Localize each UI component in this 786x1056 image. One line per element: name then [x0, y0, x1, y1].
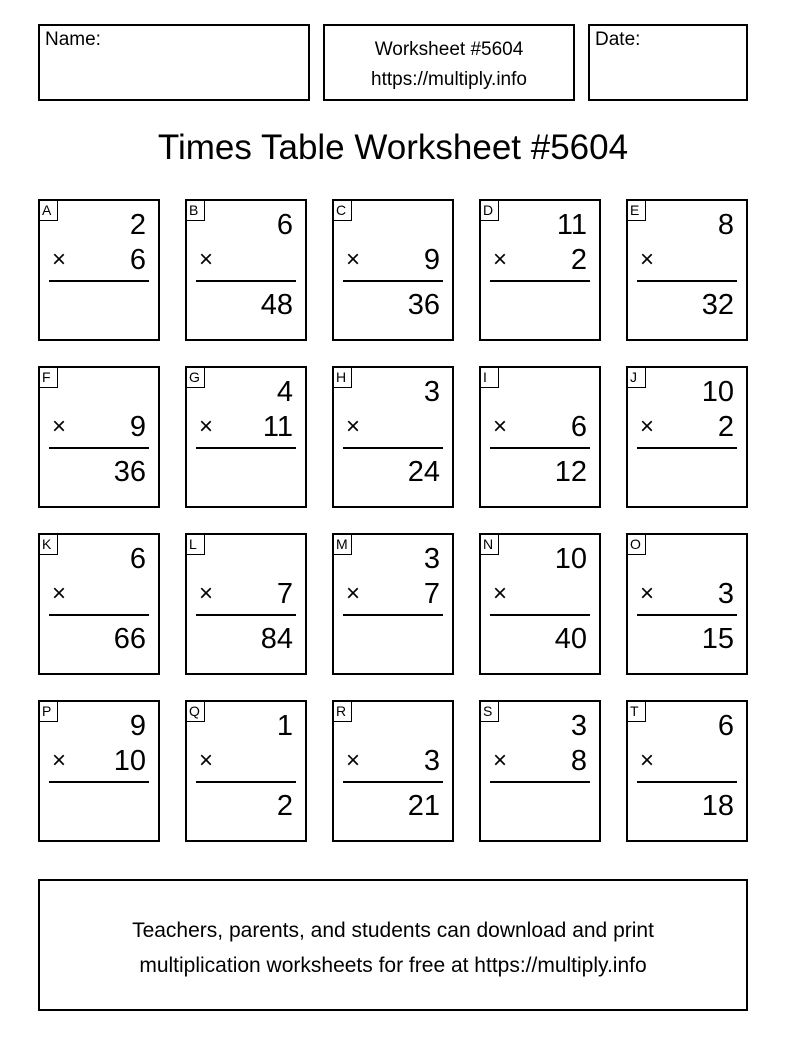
footer-line-1: Teachers, parents, and students can download and print — [132, 919, 654, 942]
problem-letter: B — [187, 201, 205, 221]
multiply-sign: × — [493, 246, 508, 273]
answer-line — [490, 614, 590, 616]
problem-top-number: 11 — [556, 209, 587, 241]
problem-card-g — [185, 366, 307, 508]
problem-top-number: 6 — [717, 710, 734, 742]
answer-line — [637, 280, 737, 282]
name-field-box — [38, 24, 310, 101]
problem-card-b — [185, 199, 307, 341]
name-label: Name: — [45, 29, 101, 50]
problem-card-d — [479, 199, 601, 341]
answer-line — [196, 280, 296, 282]
problem-letter: P — [40, 702, 58, 722]
answer-line — [196, 447, 296, 449]
answer-line — [196, 781, 296, 783]
problem-letter: R — [334, 702, 352, 722]
answer-line — [637, 447, 737, 449]
problem-bottom-number: 11 — [262, 411, 293, 443]
problem-answer: 18 — [701, 790, 734, 822]
problem-answer: 12 — [554, 456, 587, 488]
problem-card-i — [479, 366, 601, 508]
problem-top-number: 10 — [554, 543, 587, 575]
problem-letter: J — [628, 368, 646, 388]
problem-answer: 36 — [407, 289, 440, 321]
problem-card-h — [332, 366, 454, 508]
problem-bottom-number: 7 — [423, 578, 440, 610]
problem-bottom-number: 2 — [570, 244, 587, 276]
problem-letter: T — [628, 702, 646, 722]
answer-line — [490, 280, 590, 282]
answer-line — [343, 280, 443, 282]
problem-card-f — [38, 366, 160, 508]
problem-letter: H — [334, 368, 352, 388]
problem-top-number: 6 — [129, 543, 146, 575]
multiply-sign: × — [346, 580, 361, 607]
multiply-sign: × — [493, 747, 508, 774]
worksheet-id-box — [323, 24, 575, 101]
problem-letter: S — [481, 702, 499, 722]
problem-card-o — [626, 533, 748, 675]
date-label: Date: — [595, 29, 641, 50]
problem-letter: N — [481, 535, 499, 555]
problem-card-j — [626, 366, 748, 508]
multiply-sign: × — [52, 580, 67, 607]
answer-line — [49, 614, 149, 616]
multiply-sign: × — [346, 747, 361, 774]
problem-card-t — [626, 700, 748, 842]
multiply-sign: × — [640, 413, 655, 440]
multiply-sign: × — [199, 580, 214, 607]
answer-line — [343, 781, 443, 783]
problem-answer: 15 — [701, 623, 734, 655]
problem-top-number: 2 — [129, 209, 146, 241]
problem-top-number: 1 — [276, 710, 293, 742]
page-title: Times Table Worksheet #5604 — [157, 128, 629, 167]
problem-bottom-number: 10 — [113, 745, 146, 777]
problem-card-p — [38, 700, 160, 842]
answer-line — [637, 781, 737, 783]
problem-answer: 24 — [407, 456, 440, 488]
answer-line — [343, 447, 443, 449]
problem-top-number: 3 — [423, 543, 440, 575]
problem-bottom-number: 7 — [276, 578, 293, 610]
multiply-sign: × — [199, 246, 214, 273]
problem-card-m — [332, 533, 454, 675]
problem-card-k — [38, 533, 160, 675]
problem-top-number: 9 — [129, 710, 146, 742]
multiply-sign: × — [52, 246, 67, 273]
problem-answer: 36 — [113, 456, 146, 488]
problem-letter: A — [40, 201, 58, 221]
multiply-sign: × — [346, 413, 361, 440]
multiply-sign: × — [493, 413, 508, 440]
answer-line — [490, 447, 590, 449]
problem-letter: C — [334, 201, 352, 221]
multiply-sign: × — [640, 246, 655, 273]
problem-letter: D — [481, 201, 499, 221]
multiply-sign: × — [52, 413, 67, 440]
multiply-sign: × — [199, 413, 214, 440]
answer-line — [196, 614, 296, 616]
problem-card-s — [479, 700, 601, 842]
problem-letter: O — [628, 535, 646, 555]
problem-bottom-number: 6 — [129, 244, 146, 276]
answer-line — [49, 280, 149, 282]
problem-bottom-number: 8 — [570, 745, 587, 777]
problem-answer: 48 — [260, 289, 293, 321]
answer-line — [637, 614, 737, 616]
problem-letter: G — [187, 368, 205, 388]
problem-bottom-number: 6 — [570, 411, 587, 443]
problem-card-c — [332, 199, 454, 341]
problem-answer: 66 — [113, 623, 146, 655]
problem-top-number: 6 — [276, 209, 293, 241]
problem-top-number: 3 — [423, 376, 440, 408]
problem-card-n — [479, 533, 601, 675]
problem-card-q — [185, 700, 307, 842]
answer-line — [49, 781, 149, 783]
problem-bottom-number: 9 — [423, 244, 440, 276]
problem-answer: 21 — [407, 790, 440, 822]
worksheet-url: https://multiply.info — [371, 69, 527, 90]
multiply-sign: × — [493, 580, 508, 607]
problem-top-number: 4 — [276, 376, 293, 408]
answer-line — [490, 781, 590, 783]
problem-answer: 32 — [701, 289, 734, 321]
answer-line — [49, 447, 149, 449]
problem-card-e — [626, 199, 748, 341]
problem-answer: 40 — [554, 623, 587, 655]
problem-letter: F — [40, 368, 58, 388]
problem-bottom-number: 3 — [423, 745, 440, 777]
problem-bottom-number: 9 — [129, 411, 146, 443]
problem-card-l — [185, 533, 307, 675]
problem-top-number: 3 — [570, 710, 587, 742]
date-field-box — [588, 24, 748, 101]
problem-letter: Q — [187, 702, 205, 722]
problem-card-r — [332, 700, 454, 842]
problem-top-number: 8 — [717, 209, 734, 241]
problem-letter: E — [628, 201, 646, 221]
problem-letter: I — [481, 368, 499, 388]
problem-top-number: 10 — [701, 376, 734, 408]
problem-letter: L — [187, 535, 205, 555]
problem-card-a — [38, 199, 160, 341]
problem-bottom-number: 3 — [717, 578, 734, 610]
footer-box — [38, 879, 748, 1011]
problem-bottom-number: 2 — [717, 411, 734, 443]
worksheet-number: Worksheet #5604 — [374, 39, 524, 60]
multiply-sign: × — [52, 747, 67, 774]
answer-line — [343, 614, 443, 616]
footer-line-2: multiplication worksheets for free at https://multiply.info — [139, 954, 647, 977]
multiply-sign: × — [640, 747, 655, 774]
multiply-sign: × — [199, 747, 214, 774]
problem-answer: 84 — [260, 623, 293, 655]
problem-answer: 2 — [276, 790, 293, 822]
multiply-sign: × — [346, 246, 361, 273]
problem-letter: M — [334, 535, 352, 555]
multiply-sign: × — [640, 580, 655, 607]
problem-letter: K — [40, 535, 58, 555]
